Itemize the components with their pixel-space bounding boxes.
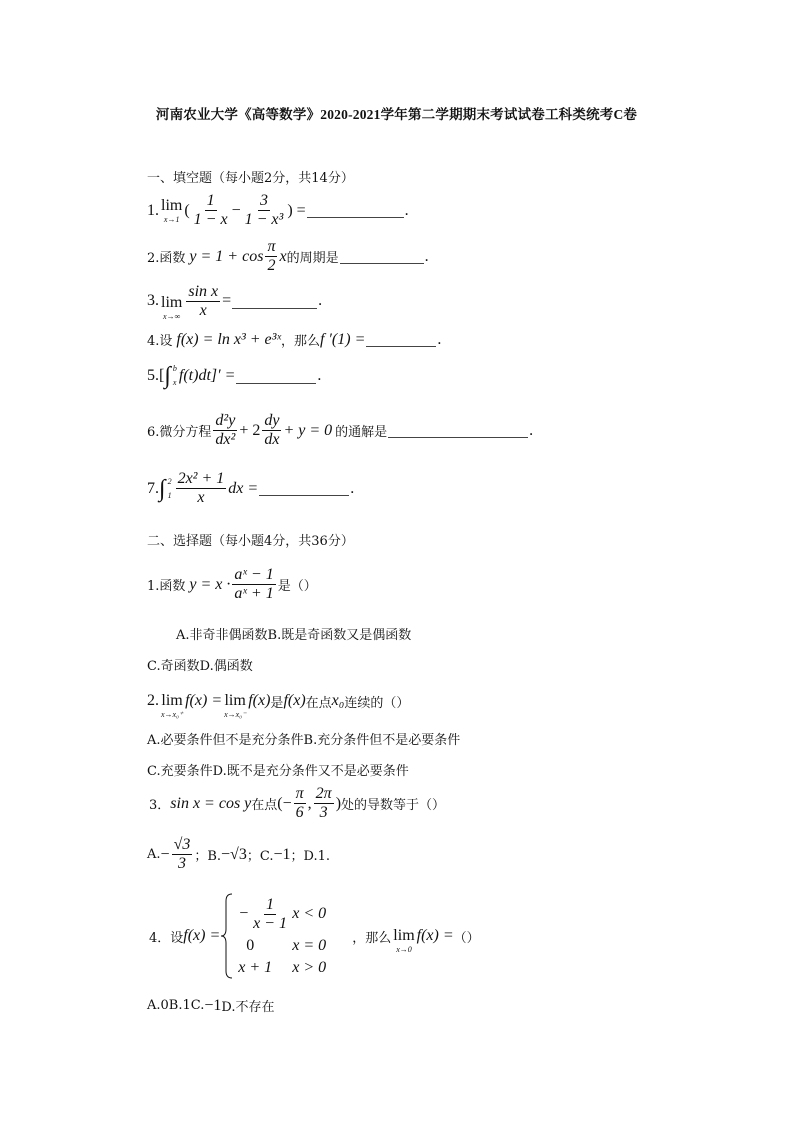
numerator: π — [267, 238, 276, 255]
comma: , — [307, 794, 312, 812]
fill-question-1 — [147, 192, 409, 229]
period: . — [317, 367, 322, 384]
question-text: 的周期是 — [286, 251, 339, 266]
case-value: 0 — [246, 936, 255, 954]
exam-title: 河南农业大学《高等数学》2020-2021学年第二学期期末考试试卷工科类统考C卷 — [155, 107, 638, 122]
answer-blank[interactable] — [236, 369, 316, 384]
question-number: 5. — [147, 367, 159, 384]
option-value: −√3 — [221, 845, 247, 863]
option-label: ；C. — [246, 849, 274, 864]
denominator: aˣ + 1 — [234, 585, 274, 602]
upper-limit: 2 — [167, 476, 172, 486]
denominator: 1 − x — [193, 211, 228, 228]
answer-blank[interactable] — [232, 294, 317, 309]
numerator: π — [295, 785, 304, 802]
fill-question-2 — [147, 238, 429, 275]
option-label: A. — [147, 847, 161, 862]
fill-question-4 — [147, 330, 441, 349]
period: . — [424, 247, 429, 265]
option-label: A.0B.1C. — [147, 998, 205, 1013]
question-number: 1.函数 — [147, 579, 186, 594]
math-expr: y = 1 + cos — [189, 247, 264, 265]
numerator: 1 — [266, 895, 275, 913]
operator: − — [238, 905, 250, 922]
choice-question-4 — [149, 893, 480, 979]
lim-label: lim — [224, 692, 246, 709]
fill-question-7 — [147, 470, 354, 507]
upper-limit: b — [172, 364, 177, 373]
condition: x = 0 — [292, 936, 327, 954]
question-number: 4.设 — [147, 334, 173, 349]
numerator: 1 — [206, 192, 215, 209]
math-expr: y = x · — [189, 575, 231, 593]
answer-blank[interactable] — [388, 423, 528, 438]
math-expr: f(t)dt]′ = — [178, 367, 236, 384]
condition: x < 0 — [292, 905, 327, 922]
lim-sub: x→x₀⁺ — [161, 710, 184, 719]
brace-icon — [220, 893, 234, 979]
question-number: 4．设 — [149, 930, 184, 946]
choice-options: A.非奇非偶函数B.既是奇函数又是偶函数 — [176, 628, 412, 643]
numerator: d²y — [215, 412, 236, 429]
paren: ) — [335, 794, 342, 812]
integral — [159, 475, 174, 503]
math-expr: f(x) = — [183, 927, 221, 944]
integral-limits — [173, 362, 177, 390]
question-number: 3． — [149, 798, 171, 813]
math-expr: f ′(1) = — [319, 330, 366, 348]
denominator: x — [197, 489, 205, 506]
math-expr: f(x) — [248, 692, 271, 709]
period: . — [437, 330, 442, 348]
question-number: 6.微分方程 — [147, 425, 212, 440]
question-text: 连续的（） — [344, 695, 410, 711]
math-expr: f(x) = — [185, 692, 223, 709]
choice-options: A.必要条件但不是充分条件B.充分条件但不是必要条件 — [147, 733, 461, 748]
integral — [164, 362, 179, 390]
choice-options — [147, 836, 330, 873]
numerator: sin x — [188, 282, 219, 300]
choice-options: C.奇函数D.偶函数 — [147, 659, 253, 674]
lim-label: lim — [161, 692, 183, 709]
math-expr: f(x) = — [416, 927, 454, 944]
limit — [393, 927, 414, 955]
question-number: 3. — [147, 292, 159, 309]
limit — [161, 294, 182, 322]
fraction — [176, 470, 227, 507]
bracket: [ — [159, 367, 165, 384]
fraction — [314, 785, 334, 822]
paren: ( — [184, 201, 190, 219]
math-expr: x — [279, 247, 287, 265]
fraction — [243, 192, 286, 229]
denominator: 3 — [177, 855, 186, 872]
operator: = — [222, 292, 232, 309]
numerator: aˣ − 1 — [234, 566, 274, 583]
fraction — [192, 192, 230, 229]
question-text: 是 — [270, 695, 284, 711]
math-expr: f(x) — [283, 692, 306, 709]
integral-sign: ∫ — [159, 475, 166, 502]
lim-sub: x→0 — [396, 945, 412, 954]
lim-sub: x→1 — [163, 214, 180, 224]
math-expr: f(x) = ln x³ + e³ˣ — [176, 330, 281, 348]
choice-question-1 — [147, 566, 317, 603]
question-text: ，那么 — [280, 334, 320, 349]
lim-label: lim — [393, 927, 415, 944]
fraction — [186, 283, 220, 320]
fill-question-3 — [147, 280, 322, 322]
question-text: （） — [453, 930, 480, 946]
option-label: ；D.1. — [290, 849, 330, 864]
lim-sub: x→x₀⁻ — [224, 710, 247, 719]
limit — [161, 692, 183, 720]
lim-sub: x→∞ — [163, 312, 181, 321]
operator: ) = — [287, 201, 306, 219]
integral-limits — [168, 475, 172, 503]
math-expr: sin x = cos y — [170, 794, 252, 812]
question-number: 2. — [147, 692, 159, 709]
operator: − — [231, 201, 241, 219]
math-expr: dx = — [228, 479, 259, 497]
case-value: x + 1 — [238, 958, 273, 976]
answer-blank[interactable] — [307, 203, 404, 218]
answer-blank[interactable] — [259, 481, 349, 496]
denominator: 6 — [295, 804, 304, 821]
math-expr: + y = 0 — [283, 421, 333, 439]
question-text: 的通解是 — [335, 425, 388, 440]
choice-question-3 — [149, 785, 445, 822]
fill-question-6 — [147, 412, 533, 449]
limit — [161, 197, 182, 225]
section1-heading: 一、填空题（每小题2分，共14分） — [147, 171, 354, 186]
denominator: dx — [264, 431, 280, 448]
fraction — [172, 836, 193, 873]
operator: − — [160, 845, 170, 863]
period: . — [404, 201, 409, 219]
question-number: 1. — [147, 201, 159, 219]
fraction — [213, 412, 237, 449]
choice-options: C.充要条件D.既不是充分条件又不是必要条件 — [147, 764, 409, 779]
period: . — [529, 421, 534, 439]
fraction — [265, 238, 277, 275]
denominator: 2 — [267, 257, 276, 274]
numerator: 3 — [259, 192, 268, 209]
numerator: 2π — [315, 785, 332, 802]
section2-heading: 二、选择题（每小题4分，共36分） — [147, 534, 354, 549]
choice-question-2 — [147, 682, 409, 720]
denominator: x − 1 — [253, 914, 287, 932]
option-label: ；B. — [194, 849, 222, 864]
numerator: dy — [264, 412, 280, 429]
lower-limit: x — [172, 378, 177, 387]
operator: + 2 — [239, 421, 261, 439]
period: . — [350, 479, 355, 497]
question-text: 在点 — [251, 798, 278, 813]
numerator: √3 — [173, 836, 191, 853]
question-number: 7. — [147, 479, 159, 497]
lim-label: lim — [161, 294, 183, 311]
denominator: 3 — [319, 804, 328, 821]
answer-blank[interactable] — [340, 249, 424, 264]
numerator: 2x² + 1 — [177, 470, 225, 487]
condition: x > 0 — [292, 958, 327, 976]
paren: (− — [277, 794, 292, 812]
math-expr: x₀ — [331, 692, 345, 709]
integral-sign: ∫ — [164, 363, 171, 389]
lower-limit: 1 — [167, 490, 172, 500]
option-label: D.不存在 — [221, 1000, 275, 1015]
question-text: 在点 — [305, 695, 332, 711]
lim-label: lim — [161, 196, 183, 214]
denominator: 1 − x³ — [244, 211, 284, 228]
denominator: dx² — [215, 431, 236, 448]
fraction — [251, 896, 289, 933]
period: . — [318, 292, 323, 309]
question-number: 2.函数 — [147, 251, 186, 266]
option-value: −1 — [204, 996, 222, 1014]
piecewise — [220, 893, 352, 979]
question-text: ，那么 — [352, 930, 392, 946]
cases-grid — [238, 896, 352, 977]
choice-options — [147, 996, 275, 1015]
answer-blank[interactable] — [366, 332, 436, 347]
question-text: 是（） — [277, 579, 317, 594]
option-value: −1 — [273, 845, 291, 863]
fraction — [294, 785, 306, 822]
denominator: x — [199, 301, 207, 319]
fraction — [262, 412, 281, 449]
question-text: 处的导数等于（） — [341, 798, 446, 813]
limit — [224, 692, 246, 720]
fraction — [232, 566, 275, 603]
fill-question-5 — [147, 362, 321, 390]
